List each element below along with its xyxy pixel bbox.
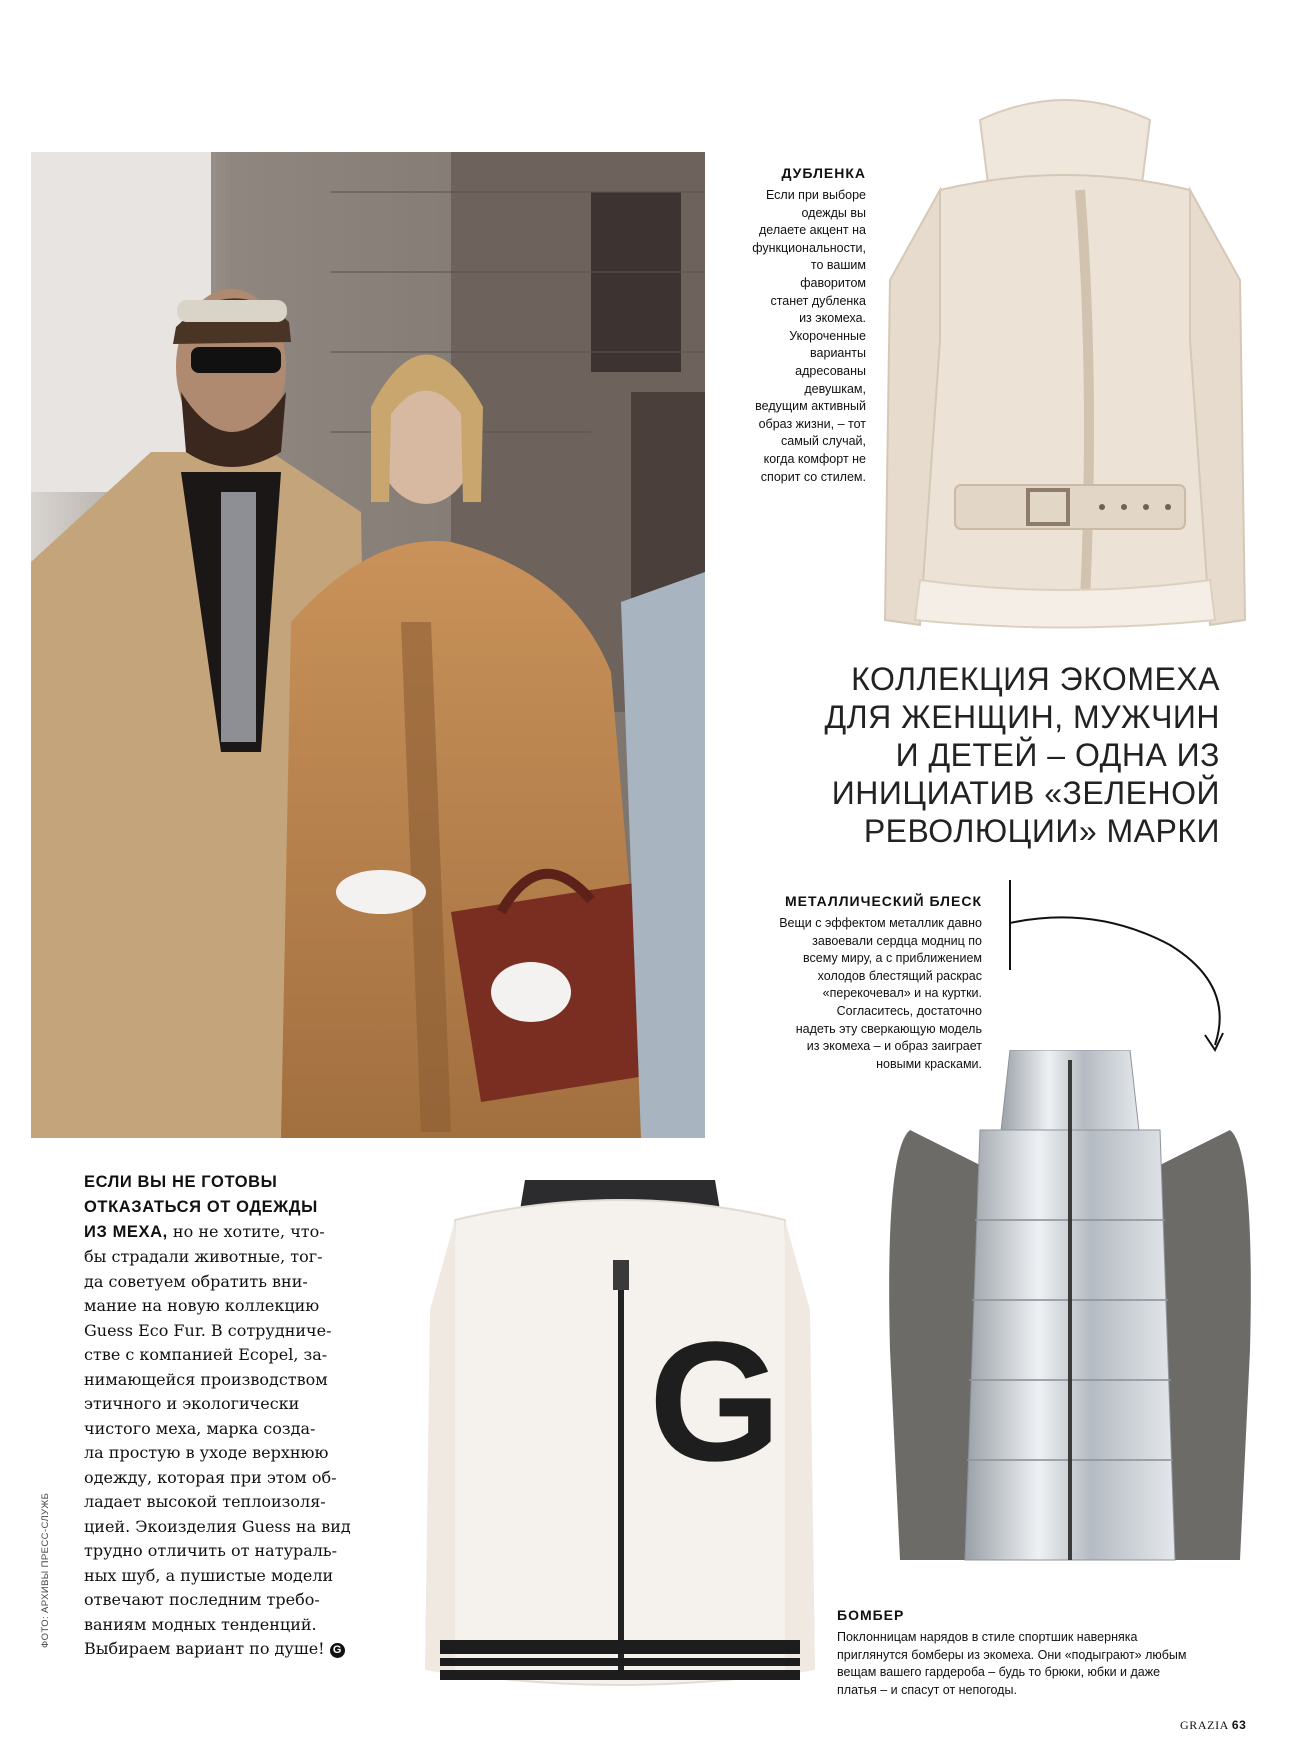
quote-line: РЕВОЛЮЦИИ» МАРКИ [863, 813, 1220, 849]
text-line: да советуем обратить вни- [84, 1271, 308, 1291]
text-line: всему миру, а с приближением [803, 951, 982, 966]
lead-first-line [84, 1220, 384, 1245]
text-line: цией. Экоизделия Guess на вид [84, 1516, 351, 1536]
quote-line: КОЛЛЕКЦИЯ ЭКОМЕХА [851, 661, 1220, 697]
main-photo [31, 152, 705, 1138]
text-line: приглянутся бомберы из экомеха. Они «подыграют» любым [837, 1647, 1187, 1662]
text-line: фаворитом [800, 275, 866, 290]
text-line-last [84, 1637, 384, 1662]
text-line: делаете акцент на [759, 223, 866, 238]
text-line: Согласитесь, достаточно [836, 1003, 982, 1018]
folio [1180, 1718, 1280, 1733]
text-line: ведущим активный [755, 399, 866, 414]
text-line: самый случай, [781, 434, 866, 449]
text-line: то вашим [810, 258, 866, 273]
pull-quote [780, 660, 1220, 850]
text-line: вещам вашего гардероба – будь то брюки, юбки и даже [837, 1665, 1161, 1680]
text-line: нимающейся производством [84, 1369, 328, 1389]
quote-line: ИНИЦИАТИВ «ЗЕЛЕНОЙ [831, 775, 1220, 811]
quote-line: ДЛЯ ЖЕНЩИН, МУЖЧИН [824, 699, 1220, 735]
text-line: надеть эту сверкающую модель [795, 1021, 982, 1036]
text-line: этичного и экологически [84, 1394, 300, 1413]
lead-body [84, 1245, 384, 1662]
text-line: ла простую в уходе верхнюю [84, 1443, 329, 1462]
text-line: завоевали сердца модниц по [812, 933, 982, 948]
text-line: одежду, которая при этом об- [84, 1467, 337, 1487]
text-line: ваниям модных тенденций. [84, 1614, 317, 1634]
text-line: станет дубленка [770, 293, 866, 308]
text-line: чистого меха, марка созда- [84, 1418, 316, 1438]
text-line: Вещи с эффектом металлик давно [779, 916, 982, 930]
text-line: Если при выборе [765, 188, 866, 202]
text-line: трудно отличить от натураль- [84, 1541, 338, 1560]
bomber-title: БОМБЕР [837, 1607, 905, 1623]
text-line: функциональности, [752, 240, 866, 255]
lead-article [84, 1170, 384, 1662]
text-line: ных шуб, а пушистые модели [84, 1565, 334, 1585]
shearling-body [688, 187, 866, 486]
text-line: образ жизни, – тот [758, 416, 866, 431]
text-line: новыми красками. [876, 1056, 982, 1071]
shearling-caption [688, 165, 866, 486]
grazia-end-mark-icon: G [330, 1643, 345, 1658]
magazine-name: GRAZIA [1180, 1718, 1229, 1732]
lead-title-last: ИЗ МЕХА, [84, 1223, 168, 1241]
bomber-jacket-image [425, 1110, 815, 1730]
text-line: девушкам, [804, 381, 866, 396]
lead-title-line: ЕСЛИ ВЫ НЕ ГОТОВЫ [84, 1173, 278, 1191]
metallic-jacket-illustration [880, 1050, 1260, 1600]
metallic-title: МЕТАЛЛИЧЕСКИЙ БЛЕСК [784, 893, 982, 909]
photo-credit: ФОТО: АРХИВЫ ПРЕСС-СЛУЖБ [40, 1492, 51, 1648]
shearling-jacket-image [880, 80, 1250, 640]
shearling-title: ДУБЛЕНКА [781, 165, 866, 181]
shearling-jacket-illustration [880, 80, 1250, 640]
text-line: стве с компанией Ecopel, за- [84, 1345, 328, 1364]
text-line: из экомеха. [799, 311, 866, 326]
quote-line: И ДЕТЕЙ – ОДНА ИЗ [895, 737, 1220, 773]
curved-arrow [1005, 875, 1255, 1065]
text-line: ладает высокой теплоизоля- [84, 1492, 326, 1511]
main-photo-illustration [31, 152, 705, 1138]
text-line: варианты [810, 346, 866, 361]
text-line: когда комфорт не [763, 451, 866, 466]
text-line: мание на новую коллекцию [84, 1296, 320, 1315]
text-line: Укороченные [789, 328, 866, 343]
lead-title-line: ОТКАЗАТЬСЯ ОТ ОДЕЖДЫ [84, 1198, 318, 1216]
text-line: одежды вы [801, 205, 866, 220]
bomber-letter-g: G [648, 1307, 782, 1497]
closing-text: Выбираем вариант по душе! [84, 1639, 325, 1658]
bomber-jacket-illustration [425, 1110, 815, 1730]
text-line: отвечают последним требо- [84, 1590, 320, 1609]
text-line: «перекочевал» и на куртки. [822, 986, 982, 1001]
text-line: Поклонницам нарядов в стиле спортшик наверняка [837, 1630, 1138, 1644]
metallic-caption [720, 893, 982, 1073]
text-line: адресованы [795, 363, 866, 378]
bomber-body [837, 1629, 1257, 1699]
page-number: 63 [1231, 1718, 1247, 1732]
metallic-jacket-image [880, 1050, 1260, 1600]
text-line: Guess Eco Fur. В сотрудниче- [84, 1320, 332, 1340]
text-line: из экомеха – и образ заиграет [806, 1039, 982, 1054]
lead-first-line-rest: но не хотите, что- [167, 1222, 325, 1241]
text-line: холодов блестящий раскрас [817, 968, 982, 983]
bomber-caption [837, 1607, 1257, 1699]
text-line: спорит со стилем. [760, 469, 866, 484]
text-line: бы страдали животные, тог- [84, 1247, 323, 1266]
text-line: платья – и спасут от непогоды. [837, 1682, 1017, 1697]
